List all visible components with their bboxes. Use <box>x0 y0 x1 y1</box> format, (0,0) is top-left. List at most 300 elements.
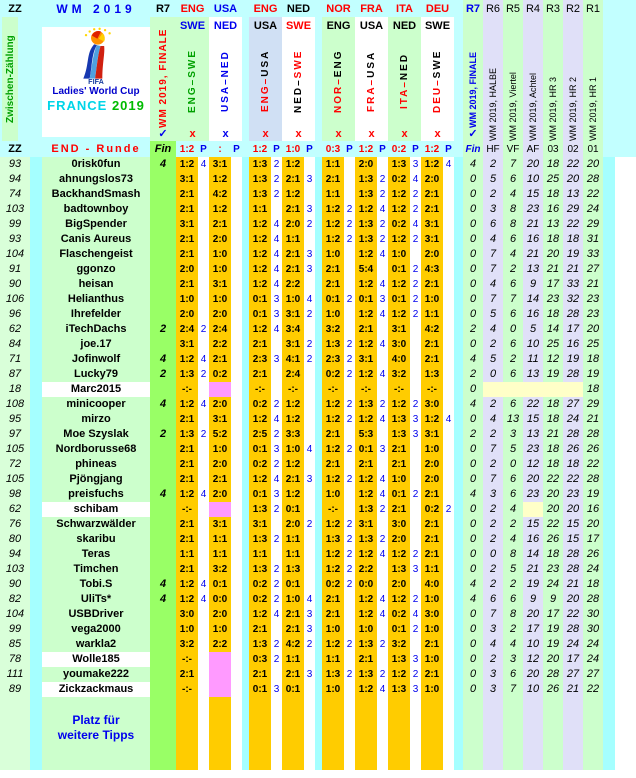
tip-points: 2 <box>410 667 421 682</box>
result-x-marker: x <box>434 128 441 140</box>
separator <box>315 442 322 457</box>
tip-points: 2 <box>410 547 421 562</box>
check-icon: ✓ <box>158 128 168 140</box>
round-points: 0 <box>463 532 483 547</box>
round-points: 0 <box>463 277 483 292</box>
round-points: 7 <box>503 292 523 307</box>
tip-points: 3 <box>304 472 315 487</box>
round-points: 0 <box>463 517 483 532</box>
tip-points <box>231 457 242 472</box>
separator <box>454 172 463 187</box>
tip-points <box>231 382 242 397</box>
tip-points <box>377 457 388 472</box>
footer-round-stripe <box>503 697 523 770</box>
tip-score: 1:2 <box>355 682 377 697</box>
player-row <box>0 262 636 277</box>
separator <box>30 367 42 382</box>
zz-value: 82 <box>0 592 30 607</box>
tip-score: 1:2 <box>249 277 271 292</box>
round-points: 0 <box>483 547 503 562</box>
tip-points <box>231 652 242 667</box>
separator <box>30 412 42 427</box>
player-row <box>0 457 636 472</box>
team1-label: ITA <box>396 2 413 15</box>
round-points: 23 <box>543 292 563 307</box>
player-row <box>0 397 636 412</box>
tip-score: 2:1 <box>322 607 344 622</box>
tip-points: 2 <box>344 292 355 307</box>
separator <box>242 247 249 262</box>
round-points: 8 <box>503 607 523 622</box>
tip-points <box>304 487 315 502</box>
player-name: ahnungslos73 <box>42 172 150 187</box>
round-points: 19 <box>583 367 603 382</box>
footer-score-stripe <box>209 697 231 770</box>
tip-score: 1:3 <box>322 337 344 352</box>
tip-score: 2:1 <box>421 667 443 682</box>
tip-points: 4 <box>198 352 209 367</box>
tip-score: 1:2 <box>355 412 377 427</box>
separator <box>454 592 463 607</box>
separator <box>242 532 249 547</box>
round-points: 4 <box>483 637 503 652</box>
filler <box>615 517 636 532</box>
tip-score: 1:3 <box>355 172 377 187</box>
tip-points <box>198 307 209 322</box>
round-points: 3 <box>483 202 503 217</box>
tip-points <box>231 592 242 607</box>
separator <box>315 247 322 262</box>
separator <box>30 322 42 337</box>
tip-points: 2 <box>304 307 315 322</box>
tip-score: 1:2 <box>322 232 344 247</box>
round-points: 25 <box>583 337 603 352</box>
tip-score: 1:0 <box>282 292 304 307</box>
tip-score: 1:2 <box>209 172 231 187</box>
tip-score: 1:3 <box>322 667 344 682</box>
tip-points <box>231 292 242 307</box>
tip-points: 2 <box>198 367 209 382</box>
round-points: 20 <box>583 517 603 532</box>
separator <box>315 307 322 322</box>
tip-points <box>198 607 209 622</box>
team2-label: SWE <box>285 19 312 32</box>
player-row <box>0 247 636 262</box>
tip-score: 3:1 <box>209 412 231 427</box>
tip-points <box>443 337 454 352</box>
round-points: 21 <box>563 682 583 697</box>
separator <box>30 487 42 502</box>
tip-points <box>198 457 209 472</box>
zz-value: 85 <box>0 637 30 652</box>
separator <box>454 622 463 637</box>
points-col-header: P <box>346 143 353 155</box>
tip-points: 2 <box>377 232 388 247</box>
tip-score: 1:3 <box>355 232 377 247</box>
tip-score: 2:1 <box>421 187 443 202</box>
filler <box>615 412 636 427</box>
round-points: 18 <box>563 457 583 472</box>
tip-points <box>410 352 421 367</box>
player-row <box>0 607 636 622</box>
filler <box>615 247 636 262</box>
tip-points: 3 <box>304 202 315 217</box>
tip-points: 4 <box>271 277 282 292</box>
separator <box>242 427 249 442</box>
tip-points <box>304 277 315 292</box>
tip-points: 4 <box>377 307 388 322</box>
table-footer <box>0 697 636 770</box>
round-points: 4 <box>463 352 483 367</box>
separator <box>315 202 322 217</box>
tip-points: 2 <box>271 157 282 172</box>
tip-score: 3:4 <box>282 322 304 337</box>
tip-score: 1:2 <box>355 337 377 352</box>
tip-points: 2 <box>271 427 282 442</box>
round-points: 28 <box>563 622 583 637</box>
round-points: 21 <box>543 262 563 277</box>
tip-points <box>231 322 242 337</box>
tip-score: 3:1 <box>282 337 304 352</box>
separator <box>454 457 463 472</box>
tip-points: 2 <box>344 352 355 367</box>
separator <box>603 547 615 562</box>
tip-score: 1:3 <box>355 187 377 202</box>
round-code: R6 <box>485 2 501 15</box>
tip-score: 3:1 <box>176 172 198 187</box>
round-code: R2 <box>565 2 581 15</box>
tip-score: 1:3 <box>176 367 198 382</box>
footer-score-stripe <box>249 697 271 770</box>
bottom-margin <box>0 770 636 778</box>
round-points: 19 <box>543 637 563 652</box>
tip-points <box>443 607 454 622</box>
tip-score: 1:3 <box>388 652 410 667</box>
player-name: Tobi.S <box>42 577 150 592</box>
tip-points <box>231 427 242 442</box>
round-points: 24 <box>583 652 603 667</box>
tip-points: 4 <box>377 592 388 607</box>
player-row <box>0 367 636 382</box>
tip-score: -:- <box>176 682 198 697</box>
tip-score: 1:2 <box>322 517 344 532</box>
tip-points: 3 <box>410 652 421 667</box>
separator <box>603 667 615 682</box>
footer-zz-stripe <box>0 697 30 770</box>
round-points: 6 <box>503 667 523 682</box>
tip-score: 2:3 <box>322 352 344 367</box>
round-points: 18 <box>543 157 563 172</box>
tip-points <box>410 367 421 382</box>
separator <box>315 412 322 427</box>
round-points: 16 <box>523 307 543 322</box>
tip-points: 2 <box>344 412 355 427</box>
tip-points <box>443 592 454 607</box>
filler <box>615 487 636 502</box>
tip-points: 2 <box>377 172 388 187</box>
tip-points: 4 <box>271 412 282 427</box>
round-points: 4 <box>483 412 503 427</box>
tip-score: 4:0 <box>388 352 410 367</box>
tip-score: 2:1 <box>176 187 198 202</box>
tip-points: 4 <box>377 277 388 292</box>
separator <box>454 307 463 322</box>
round-points: 24 <box>543 577 563 592</box>
tip-score: 3:1 <box>209 277 231 292</box>
tip-points <box>443 517 454 532</box>
tip-score: 0:0 <box>209 592 231 607</box>
tip-score: 2:1 <box>355 322 377 337</box>
tip-score: 2:1 <box>282 607 304 622</box>
zz-value: 97 <box>0 427 30 442</box>
tip-score: 3:0 <box>421 607 443 622</box>
round-points: 4 <box>483 232 503 247</box>
tip-score: 1:2 <box>176 157 198 172</box>
separator <box>454 547 463 562</box>
tip-points <box>410 502 421 517</box>
tip-score: 2:0 <box>176 262 198 277</box>
finale-tip <box>150 667 176 682</box>
tip-points: 2 <box>377 532 388 547</box>
tip-score: 3:3 <box>282 427 304 442</box>
round-points: 17 <box>543 607 563 622</box>
tip-score: -:- <box>322 382 344 397</box>
separator <box>454 352 463 367</box>
tip-points <box>344 322 355 337</box>
round-points: 18 <box>543 412 563 427</box>
tip-score: 1:2 <box>388 397 410 412</box>
tip-score: 1:0 <box>355 622 377 637</box>
player-row <box>0 517 636 532</box>
separator <box>603 697 615 770</box>
tip-score: 2:1 <box>176 517 198 532</box>
tip-score: 1:0 <box>209 247 231 262</box>
round-points: 18 <box>543 307 563 322</box>
tip-score: 1:2 <box>355 472 377 487</box>
round-points: 3 <box>483 487 503 502</box>
tip-score: 1:3 <box>388 412 410 427</box>
tip-score: 0:2 <box>388 172 410 187</box>
footer-score-stripe <box>282 697 304 770</box>
finale-tip <box>150 382 176 397</box>
tip-points: 3 <box>410 412 421 427</box>
tip-score: 3:2 <box>322 322 344 337</box>
tip-score: 2:1 <box>209 217 231 232</box>
tip-score: 1:0 <box>322 622 344 637</box>
footer-round-stripe <box>583 697 603 770</box>
tip-score: 1:0 <box>176 622 198 637</box>
round-points: 14 <box>543 322 563 337</box>
round-points: 16 <box>583 502 603 517</box>
round-points: 23 <box>583 292 603 307</box>
player-name: mirzo <box>42 412 150 427</box>
zz-value: 62 <box>0 502 30 517</box>
separator <box>30 202 42 217</box>
finale-tip: 4 <box>150 352 176 367</box>
tip-score: 2:1 <box>249 337 271 352</box>
tip-points <box>344 502 355 517</box>
tip-points: 2 <box>304 637 315 652</box>
round-points: 19 <box>543 367 563 382</box>
player-row <box>0 562 636 577</box>
tip-score: 1:0 <box>421 682 443 697</box>
separator <box>30 262 42 277</box>
filler <box>615 667 636 682</box>
round-points: 15 <box>523 187 543 202</box>
tip-score: 1:0 <box>209 262 231 277</box>
separator <box>242 217 249 232</box>
zz-value: 95 <box>0 412 30 427</box>
round-points: 0 <box>463 502 483 517</box>
separator <box>315 157 322 172</box>
rotated-match-label: ENG–USA <box>260 49 271 113</box>
tip-points: 2 <box>377 187 388 202</box>
tip-score: 3:2 <box>209 562 231 577</box>
tip-points <box>231 622 242 637</box>
tip-points: 3 <box>304 247 315 262</box>
tip-score: 5:3 <box>355 427 377 442</box>
filler <box>615 217 636 232</box>
tip-points: 2 <box>198 322 209 337</box>
tip-score: 0:2 <box>322 577 344 592</box>
finale-tip <box>150 532 176 547</box>
finale-tip <box>150 172 176 187</box>
tip-score: 1:0 <box>322 247 344 262</box>
result-x-marker: x <box>295 128 302 140</box>
round-points: 20 <box>523 472 543 487</box>
tip-score: 4:1 <box>282 352 304 367</box>
tip-score: 1:2 <box>176 577 198 592</box>
tip-score: 2:0 <box>388 577 410 592</box>
round-points: 21 <box>543 427 563 442</box>
round-points: 26 <box>583 547 603 562</box>
tip-points <box>231 637 242 652</box>
round-points: 23 <box>523 487 543 502</box>
round-points: 5 <box>503 442 523 457</box>
separator <box>30 637 42 652</box>
round-points: 0 <box>463 607 483 622</box>
separator <box>30 232 42 247</box>
tip-score: 2:1 <box>282 622 304 637</box>
tip-points <box>344 487 355 502</box>
tip-points <box>231 607 242 622</box>
tip-score: 2:4 <box>176 322 198 337</box>
finale-tip <box>150 442 176 457</box>
round-points: 30 <box>583 607 603 622</box>
tip-points <box>344 622 355 637</box>
tip-score: 2:1 <box>388 502 410 517</box>
tip-score: 0:1 <box>249 292 271 307</box>
round-points: 9 <box>523 592 543 607</box>
footer-round-stripe <box>463 697 483 770</box>
round-points: 8 <box>503 547 523 562</box>
tip-points: 2 <box>271 187 282 202</box>
separator <box>242 592 249 607</box>
zz-top-label: ZZ <box>8 2 22 15</box>
side-label: Zwischen-Zählung <box>4 35 16 123</box>
round-points: 15 <box>563 532 583 547</box>
tip-score: 2:1 <box>176 667 198 682</box>
round-points: 2 <box>483 577 503 592</box>
tip-score: 1:2 <box>322 442 344 457</box>
player-name: Marc2015 <box>42 382 150 397</box>
separator <box>315 607 322 622</box>
separator <box>603 217 615 232</box>
round-points: 15 <box>563 517 583 532</box>
round-points: 12 <box>543 352 563 367</box>
world-cup-logo <box>42 27 150 137</box>
tip-score: 1:3 <box>355 397 377 412</box>
round-points: 28 <box>583 427 603 442</box>
tip-points <box>304 652 315 667</box>
tip-score: 0:1 <box>388 487 410 502</box>
zz-col-header: ZZ <box>8 143 22 155</box>
round-points: 2 <box>503 622 523 637</box>
rotated-match-label: NOR–ENG <box>333 49 344 113</box>
separator <box>603 292 615 307</box>
separator <box>30 652 42 667</box>
round-points: 2 <box>483 187 503 202</box>
tip-points: 2 <box>410 622 421 637</box>
tip-score: 1:3 <box>421 367 443 382</box>
round-code: R3 <box>545 2 561 15</box>
separator <box>242 562 249 577</box>
player-name: Schwarzwälder <box>42 517 150 532</box>
round-points: 9 <box>543 592 563 607</box>
tip-points: 4 <box>304 592 315 607</box>
tip-score: 3:1 <box>421 232 443 247</box>
player-name: joe.17 <box>42 337 150 352</box>
match-result-header: 1:2 <box>358 143 374 155</box>
separator <box>454 337 463 352</box>
player-name: Ihrefelder <box>42 307 150 322</box>
tip-points: 3 <box>304 622 315 637</box>
tip-score: 2:1 <box>209 352 231 367</box>
tip-points: 4 <box>198 397 209 412</box>
tip-score: 2:0 <box>421 457 443 472</box>
round-points: 13 <box>523 367 543 382</box>
round-points: 21 <box>523 562 543 577</box>
separator <box>242 352 249 367</box>
round-points: 30 <box>583 622 603 637</box>
round-points: 28 <box>583 592 603 607</box>
team1-label: ENG <box>180 2 205 15</box>
tip-points <box>410 322 421 337</box>
round-points: 22 <box>563 607 583 622</box>
round-points: 5 <box>483 352 503 367</box>
separator <box>30 292 42 307</box>
tip-score: 2:1 <box>176 202 198 217</box>
tip-points <box>231 412 242 427</box>
tip-score: 1:2 <box>355 607 377 622</box>
tip-points <box>443 352 454 367</box>
separator <box>603 502 615 517</box>
separator <box>315 472 322 487</box>
tip-score: 1:2 <box>209 202 231 217</box>
tip-score: 0:1 <box>355 292 377 307</box>
round-points: 22 <box>543 517 563 532</box>
round-code: R1 <box>585 2 601 15</box>
round-points: 6 <box>483 217 503 232</box>
separator <box>603 277 615 292</box>
tip-score: 1:0 <box>322 487 344 502</box>
rotated-match-label: NED–SWE <box>293 49 304 113</box>
check-icon: ✓ <box>468 128 478 140</box>
tip-points: 4 <box>271 607 282 622</box>
match-result-header: 1:0 <box>285 143 301 155</box>
footer-score-stripe <box>322 697 344 770</box>
zz-value: 99 <box>0 217 30 232</box>
